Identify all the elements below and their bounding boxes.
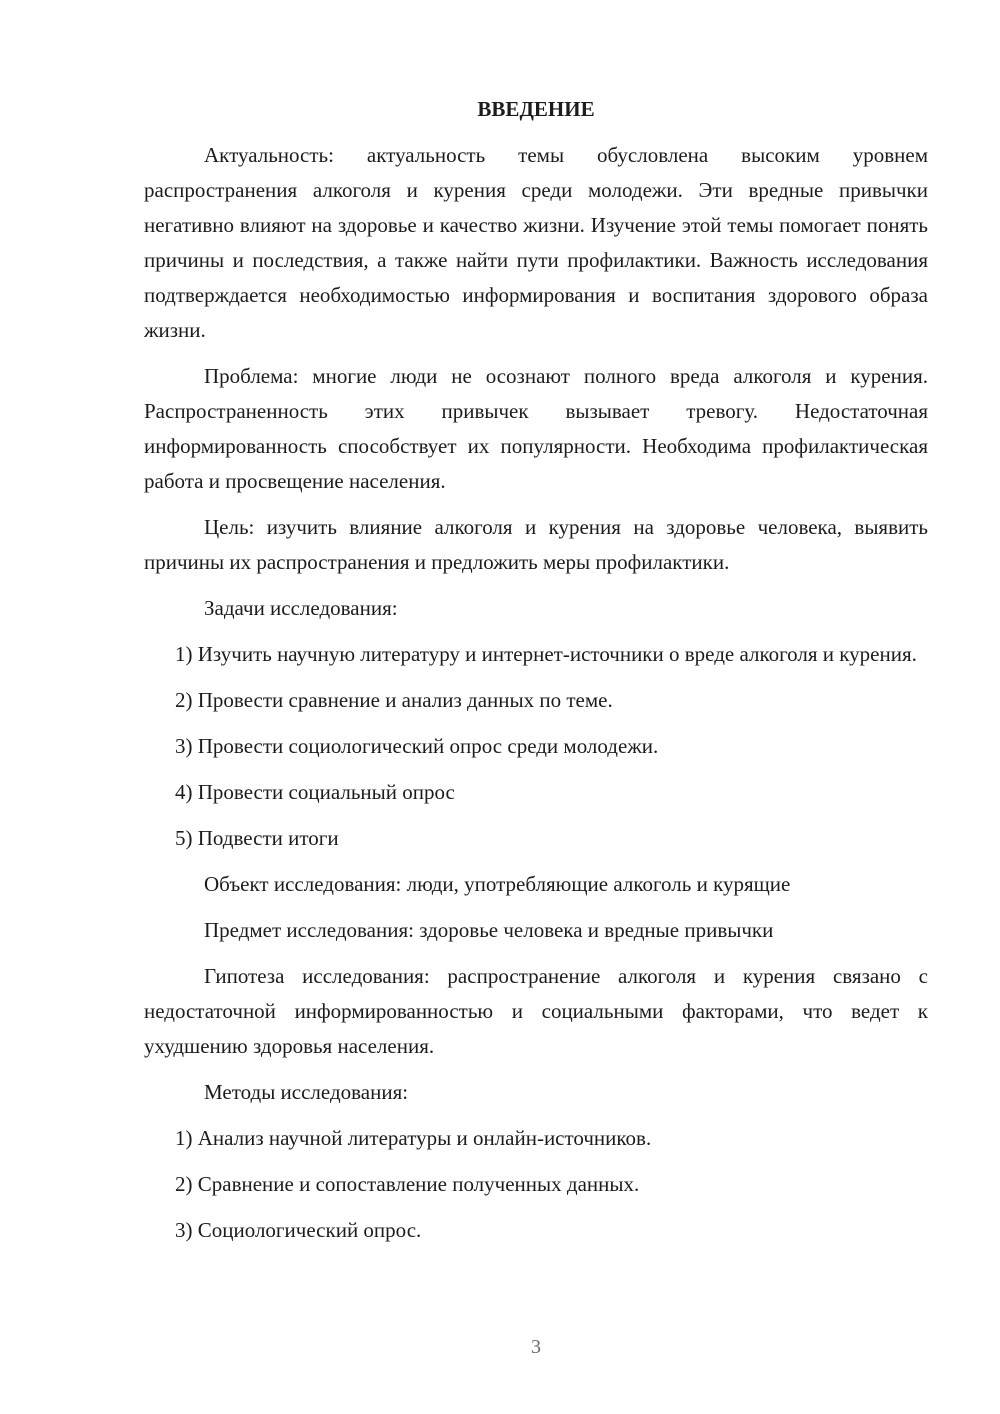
task-item-1: 1) Изучить научную литературу и интернет-источники о вреде алкоголя и курения. <box>175 642 917 666</box>
relevance-paragraph: Актуальность: актуальность темы обусловлена высоким уровнем распространения алкоголя и курения среди молодежи. Эти вредные привычки негативно влияют на здоровье и качество жизни. Изучение этой темы помогает понять причины и последствия, а также найти пути профилактики. Важность исследования подтверждается необходимостью информирования и воспитания здорового образа жизни. <box>144 143 928 342</box>
goal-paragraph: Цель: изучить влияние алкоголя и курения на здоровье человека, выявить причины их распространения и предложить меры профилактики. <box>144 515 928 574</box>
document-page <box>144 92 928 1259</box>
object-line: Объект исследования: люди, употребляющие алкоголь и курящие <box>204 872 791 896</box>
subject-line: Предмет исследования: здоровье человека и вредные привычки <box>204 918 774 942</box>
problem-paragraph: Проблема: многие люди не осознают полного вреда алкоголя и курения. Распространенность этих привычек вызывает тревогу. Недостаточная информированность способствует их популярности. Необходима профилактическая работа и просвещение населения. <box>144 364 928 493</box>
method-item-3: 3) Социологический опрос. <box>175 1218 422 1242</box>
task-item-3: 3) Провести социологический опрос среди молодежи. <box>175 734 659 758</box>
method-item-1: 1) Анализ научной литературы и онлайн-источников. <box>175 1126 652 1150</box>
tasks-heading: Задачи исследования: <box>204 596 398 620</box>
page-number: 3 <box>531 1336 541 1358</box>
methods-heading: Методы исследования: <box>204 1080 409 1104</box>
hypothesis-paragraph: Гипотеза исследования: распространение алкоголя и курения связано с недостаточной информированностью и социальными факторами, что ведет к ухудшению здоровья населения. <box>144 964 928 1058</box>
task-item-4: 4) Провести социальный опрос <box>175 780 455 804</box>
task-item-5: 5) Подвести итоги <box>175 826 339 850</box>
task-item-2: 2) Провести сравнение и анализ данных по теме. <box>175 688 613 712</box>
method-item-2: 2) Сравнение и сопоставление полученных данных. <box>175 1172 640 1196</box>
document-title: ВВЕДЕНИЕ <box>477 97 595 121</box>
